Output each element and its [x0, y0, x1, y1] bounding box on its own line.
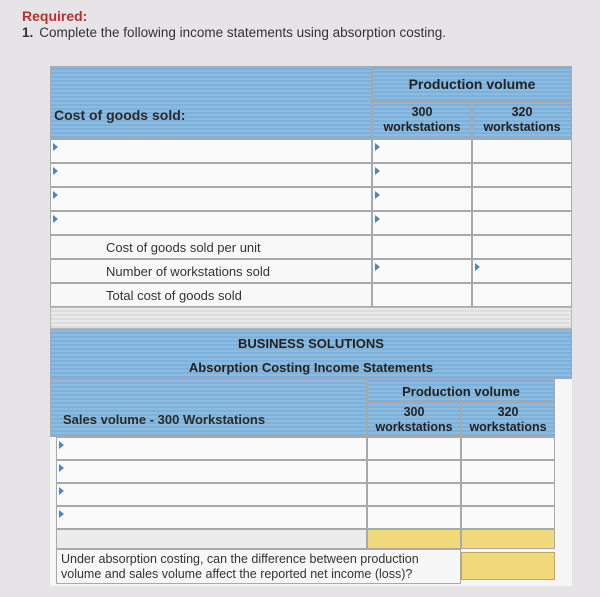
workstations-sold-label: Number of workstations sold	[106, 264, 271, 279]
cogs-summary-row	[50, 283, 572, 307]
income-header-row	[50, 379, 572, 437]
statement-title: Absorption Costing Income Statements	[188, 360, 434, 375]
income-col-320-line2: workstations	[469, 420, 547, 434]
income-final-320[interactable]	[461, 529, 555, 549]
required-section	[22, 8, 446, 40]
cogs-per-unit-320[interactable]	[472, 235, 572, 259]
col-300-line2: workstations	[383, 120, 461, 134]
income-input-label[interactable]	[56, 460, 367, 483]
workstations-sold-300[interactable]	[372, 259, 472, 283]
cogs-input-300[interactable]	[372, 139, 472, 163]
cogs-input-320[interactable]	[472, 163, 572, 187]
income-input-300[interactable]	[367, 483, 461, 506]
col-320-header	[472, 102, 572, 139]
dropdown-arrow-icon	[53, 167, 58, 175]
cogs-summary-label-cell	[50, 235, 372, 259]
cogs-table	[50, 66, 572, 586]
dropdown-arrow-icon	[59, 441, 64, 449]
cogs-input-row	[50, 211, 572, 235]
question-line-1: Under absorption costing, can the difference between production	[61, 552, 419, 566]
income-production-volume-header	[367, 379, 555, 403]
cogs-input-row	[50, 187, 572, 211]
question-answer-select[interactable]	[461, 552, 555, 580]
cogs-input-320[interactable]	[472, 187, 572, 211]
cogs-per-unit-label: Cost of goods sold per unit	[106, 240, 261, 255]
sales-volume-cell	[50, 379, 367, 437]
cogs-header-label: Cost of goods sold:	[54, 107, 186, 123]
total-cogs-320[interactable]	[472, 283, 572, 307]
total-cogs-300[interactable]	[372, 283, 472, 307]
cogs-input-label[interactable]	[50, 187, 372, 211]
dropdown-arrow-icon	[59, 487, 64, 495]
cogs-input-320[interactable]	[472, 211, 572, 235]
dropdown-arrow-icon	[59, 464, 64, 472]
cogs-input-320[interactable]	[472, 139, 572, 163]
production-volume-header	[372, 66, 572, 102]
cogs-per-unit-300[interactable]	[372, 235, 472, 259]
income-input-320[interactable]	[461, 437, 555, 460]
dropdown-arrow-icon	[375, 143, 380, 151]
cogs-input-300[interactable]	[372, 187, 472, 211]
income-input-320[interactable]	[461, 460, 555, 483]
total-cogs-label: Total cost of goods sold	[106, 288, 242, 303]
col-320-line1: 320	[511, 105, 533, 119]
income-final-label	[56, 529, 367, 549]
question-row	[50, 549, 572, 584]
col-300-line1: 300	[411, 105, 433, 119]
dropdown-arrow-icon	[375, 191, 380, 199]
production-volume-label: Production volume	[408, 76, 536, 92]
cogs-input-label[interactable]	[50, 139, 372, 163]
cogs-input-row	[50, 163, 572, 187]
income-input-300[interactable]	[367, 437, 461, 460]
dropdown-arrow-icon	[375, 215, 380, 223]
cogs-input-row	[50, 139, 572, 163]
dropdown-arrow-icon	[53, 215, 58, 223]
cogs-input-label[interactable]	[50, 211, 372, 235]
workstations-sold-320[interactable]	[472, 259, 572, 283]
income-input-row	[50, 437, 572, 460]
income-production-volume-label: Production volume	[402, 384, 520, 399]
required-title: Required:	[22, 8, 88, 24]
income-input-300[interactable]	[367, 460, 461, 483]
col-320-line2: workstations	[483, 120, 561, 134]
cogs-summary-row	[50, 235, 572, 259]
cogs-header-row	[50, 66, 572, 139]
income-col-320-line1: 320	[497, 405, 519, 419]
income-final-row	[50, 529, 572, 549]
company-title-row	[50, 329, 572, 379]
cogs-input-300[interactable]	[372, 211, 472, 235]
dropdown-arrow-icon	[53, 191, 58, 199]
instruction-text: Complete the following income statements using absorption costing.	[39, 25, 446, 40]
instruction-line	[22, 25, 446, 40]
dropdown-arrow-icon	[475, 263, 480, 271]
income-input-320[interactable]	[461, 506, 555, 529]
question-line-2: volume and sales volume affect the reported net income (loss)?	[61, 567, 413, 581]
company-name: BUSINESS SOLUTIONS	[238, 336, 384, 351]
income-input-320[interactable]	[461, 483, 555, 506]
income-input-row	[50, 506, 572, 529]
cogs-summary-row	[50, 259, 572, 283]
cogs-header-label-cell	[50, 66, 372, 139]
income-col-300-line1: 300	[403, 405, 425, 419]
cogs-input-label[interactable]	[50, 163, 372, 187]
income-input-label[interactable]	[56, 483, 367, 506]
income-input-300[interactable]	[367, 506, 461, 529]
sales-volume-label: Sales volume - 300 Workstations	[63, 412, 266, 427]
income-col-300-header	[367, 403, 461, 437]
question-cell	[56, 549, 461, 584]
instruction-number: 1.	[22, 25, 34, 40]
income-col-300-line2: workstations	[375, 420, 453, 434]
cogs-summary-label-cell	[50, 283, 372, 307]
income-input-row	[50, 460, 572, 483]
dropdown-arrow-icon	[375, 167, 380, 175]
cogs-input-300[interactable]	[372, 163, 472, 187]
dropdown-arrow-icon	[53, 143, 58, 151]
dropdown-arrow-icon	[59, 510, 64, 518]
income-col-320-header	[461, 403, 555, 437]
table-separator	[50, 307, 572, 329]
col-300-header	[372, 102, 472, 139]
income-input-label[interactable]	[56, 437, 367, 460]
income-input-row	[50, 483, 572, 506]
cogs-summary-label-cell	[50, 259, 372, 283]
income-final-300[interactable]	[367, 529, 461, 549]
dropdown-arrow-icon	[375, 263, 380, 271]
income-input-label[interactable]	[56, 506, 367, 529]
